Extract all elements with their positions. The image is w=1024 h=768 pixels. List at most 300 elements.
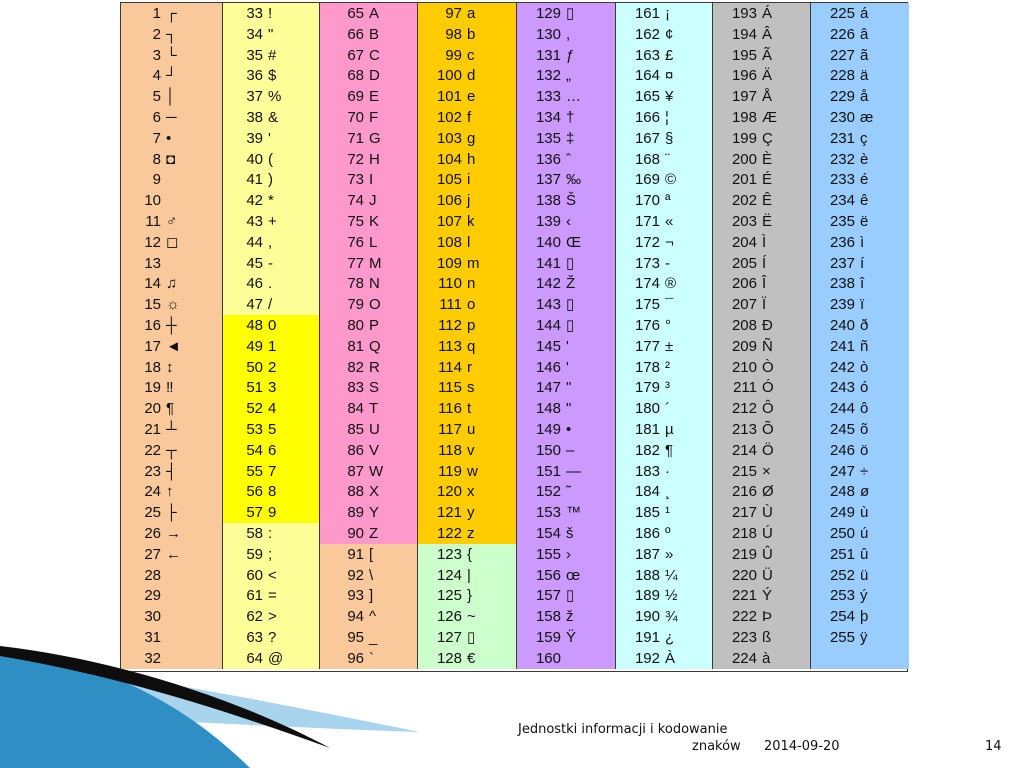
code-number: 15 bbox=[144, 296, 161, 314]
code-character: → bbox=[166, 525, 181, 542]
code-number: 207 bbox=[731, 296, 757, 314]
code-character: m bbox=[467, 254, 480, 272]
code-cell bbox=[516, 502, 615, 523]
code-number: 153 bbox=[535, 504, 561, 522]
code-cell bbox=[516, 128, 615, 149]
code-number: 241 bbox=[829, 337, 855, 355]
code-number: 80 bbox=[347, 317, 364, 334]
code-number: 230 bbox=[829, 109, 855, 126]
code-number: 160 bbox=[535, 649, 561, 667]
code-number: 39 bbox=[246, 129, 263, 147]
code-number: 53 bbox=[246, 421, 263, 438]
code-character: ù bbox=[860, 504, 869, 522]
code-number: 138 bbox=[535, 192, 561, 210]
code-cell bbox=[222, 169, 319, 190]
code-cell bbox=[319, 357, 417, 378]
code-cell bbox=[810, 211, 909, 232]
code-character: h bbox=[467, 150, 476, 168]
code-character: + bbox=[268, 213, 277, 230]
code-number: 25 bbox=[144, 504, 161, 522]
code-cell bbox=[417, 440, 516, 461]
code-character: Ž bbox=[566, 275, 576, 293]
code-cell bbox=[319, 86, 417, 107]
code-number: 17 bbox=[144, 337, 161, 355]
code-character: ~ bbox=[467, 608, 476, 626]
code-number: 170 bbox=[634, 192, 660, 210]
code-cell bbox=[615, 315, 712, 336]
code-character: ß bbox=[762, 629, 772, 646]
code-character: Ç bbox=[762, 129, 773, 147]
code-character: • bbox=[566, 421, 572, 438]
code-cell bbox=[222, 544, 319, 565]
code-number: 229 bbox=[829, 88, 855, 106]
code-cell bbox=[417, 523, 516, 544]
code-character: é bbox=[860, 171, 869, 189]
code-character: É bbox=[762, 171, 773, 189]
code-cell bbox=[615, 440, 712, 461]
code-cell bbox=[516, 211, 615, 232]
code-character: † bbox=[566, 109, 575, 126]
code-cell bbox=[712, 294, 810, 315]
code-cell bbox=[319, 523, 417, 544]
code-number: 45 bbox=[246, 254, 263, 272]
code-cell bbox=[516, 544, 615, 565]
code-character: — bbox=[566, 462, 581, 480]
code-cell bbox=[516, 24, 615, 45]
code-cell bbox=[516, 149, 615, 170]
code-character: ▯ bbox=[566, 254, 575, 272]
code-cell bbox=[810, 149, 909, 170]
code-character: , bbox=[268, 233, 273, 251]
code-cell bbox=[417, 128, 516, 149]
code-number: 194 bbox=[731, 25, 757, 43]
code-cell bbox=[810, 461, 909, 482]
code-character: l bbox=[467, 233, 471, 251]
code-cell bbox=[712, 273, 810, 294]
code-cell bbox=[712, 211, 810, 232]
code-character: Š bbox=[566, 192, 577, 210]
code-cell bbox=[319, 502, 417, 523]
code-character: Ÿ bbox=[566, 629, 577, 646]
code-character: b bbox=[467, 25, 476, 43]
code-character: ☼ bbox=[166, 296, 180, 314]
code-cell bbox=[319, 565, 417, 586]
code-character: └ bbox=[166, 46, 177, 64]
code-number: 191 bbox=[634, 629, 660, 646]
code-cell bbox=[810, 232, 909, 253]
code-cell bbox=[615, 45, 712, 66]
code-character: o bbox=[467, 296, 476, 314]
code-character: ♂ bbox=[166, 213, 178, 230]
code-cell bbox=[417, 107, 516, 128]
code-number: 60 bbox=[246, 566, 263, 584]
code-number: 213 bbox=[731, 421, 757, 438]
code-cell bbox=[516, 232, 615, 253]
code-cell bbox=[222, 86, 319, 107]
code-number: 85 bbox=[347, 421, 364, 438]
code-cell bbox=[615, 3, 712, 24]
code-cell bbox=[615, 377, 712, 398]
code-character: i bbox=[467, 171, 471, 189]
code-number: 13 bbox=[144, 254, 161, 272]
code-cell bbox=[615, 128, 712, 149]
code-character: , bbox=[566, 25, 571, 43]
code-number: 220 bbox=[731, 566, 757, 584]
code-number: 147 bbox=[535, 379, 561, 397]
code-cell bbox=[615, 65, 712, 86]
code-character: 8 bbox=[268, 483, 277, 501]
code-number: 94 bbox=[347, 608, 364, 626]
code-number: 167 bbox=[634, 129, 660, 147]
code-number: 89 bbox=[347, 504, 364, 522]
code-character: . bbox=[268, 275, 273, 293]
code-character: k bbox=[467, 213, 475, 230]
code-number: 181 bbox=[634, 421, 660, 438]
code-number: 162 bbox=[634, 25, 660, 43]
code-cell bbox=[712, 565, 810, 586]
code-number: 14 bbox=[144, 275, 161, 293]
code-cell bbox=[222, 3, 319, 24]
code-character: " bbox=[268, 25, 274, 43]
code-character: ¶ bbox=[665, 441, 674, 459]
code-cell bbox=[121, 523, 222, 544]
code-number: 157 bbox=[535, 587, 561, 605]
code-character: ¢ bbox=[665, 25, 674, 43]
code-cell bbox=[121, 440, 222, 461]
code-character: Ù bbox=[762, 504, 773, 522]
code-number: 200 bbox=[731, 150, 757, 168]
code-cell bbox=[121, 65, 222, 86]
code-number: 100 bbox=[436, 67, 462, 85]
code-character: v bbox=[467, 441, 475, 459]
code-number: 3 bbox=[152, 46, 161, 64]
code-number: 48 bbox=[246, 317, 263, 334]
code-character: M bbox=[369, 254, 382, 272]
code-cell bbox=[121, 357, 222, 378]
code-character: ← bbox=[166, 545, 181, 563]
code-number: 177 bbox=[634, 337, 660, 355]
code-cell bbox=[417, 544, 516, 565]
code-number: 46 bbox=[246, 275, 263, 293]
code-cell bbox=[712, 149, 810, 170]
code-cell bbox=[417, 585, 516, 606]
code-cell bbox=[516, 523, 615, 544]
code-cell bbox=[121, 24, 222, 45]
code-cell bbox=[319, 294, 417, 315]
code-number: 69 bbox=[347, 88, 364, 106]
code-character: ┤ bbox=[166, 462, 177, 480]
code-number: 71 bbox=[347, 129, 364, 147]
code-cell bbox=[222, 377, 319, 398]
code-cell bbox=[319, 65, 417, 86]
code-number: 36 bbox=[246, 67, 263, 85]
code-cell bbox=[222, 502, 319, 523]
code-number: 233 bbox=[829, 171, 855, 189]
code-character: n bbox=[467, 275, 476, 293]
code-cell bbox=[222, 24, 319, 45]
code-cell bbox=[222, 65, 319, 86]
code-number: 145 bbox=[535, 337, 561, 355]
code-number: 206 bbox=[731, 275, 757, 293]
code-cell bbox=[516, 253, 615, 274]
code-cell bbox=[121, 585, 222, 606]
code-number: 240 bbox=[829, 317, 855, 334]
code-cell bbox=[222, 190, 319, 211]
code-number: 55 bbox=[246, 462, 263, 480]
code-character: Å bbox=[762, 88, 773, 106]
code-number: 117 bbox=[438, 421, 462, 438]
code-cell bbox=[516, 585, 615, 606]
code-cell bbox=[615, 606, 712, 627]
code-character: ¶ bbox=[166, 400, 175, 418]
code-character: R bbox=[369, 358, 380, 376]
code-number: 119 bbox=[438, 462, 462, 480]
code-cell bbox=[615, 253, 712, 274]
code-character: 6 bbox=[268, 441, 277, 459]
code-cell bbox=[810, 169, 909, 190]
code-cell bbox=[516, 65, 615, 86]
code-character: « bbox=[665, 213, 674, 230]
code-character: ü bbox=[860, 566, 869, 584]
code-number: 140 bbox=[535, 233, 561, 251]
code-cell bbox=[810, 544, 909, 565]
code-number: 180 bbox=[634, 400, 660, 418]
code-cell bbox=[810, 24, 909, 45]
code-character: ½ bbox=[665, 587, 678, 605]
code-cell bbox=[222, 315, 319, 336]
code-number: 136 bbox=[535, 150, 561, 168]
code-number: 199 bbox=[731, 129, 757, 147]
code-character: ê bbox=[860, 192, 869, 210]
code-character: Ó bbox=[762, 379, 774, 397]
code-number: 173 bbox=[634, 254, 660, 272]
code-character: } bbox=[467, 587, 473, 605]
code-number: 236 bbox=[829, 233, 855, 251]
code-number: 228 bbox=[829, 67, 855, 85]
code-character: ï bbox=[860, 296, 865, 314]
code-character: ä bbox=[860, 67, 869, 85]
code-character: ª bbox=[665, 192, 671, 210]
code-number: 250 bbox=[829, 525, 855, 542]
code-cell bbox=[319, 440, 417, 461]
code-character: ‹ bbox=[566, 213, 571, 230]
code-number: 175 bbox=[634, 296, 660, 314]
code-cell bbox=[417, 336, 516, 357]
code-cell bbox=[222, 253, 319, 274]
code-cell bbox=[810, 294, 909, 315]
code-number: 161 bbox=[634, 5, 660, 22]
code-character: œ bbox=[566, 566, 581, 584]
code-cell bbox=[712, 65, 810, 86]
code-cell bbox=[417, 211, 516, 232]
code-number: 211 bbox=[733, 379, 757, 397]
code-character: ] bbox=[369, 587, 374, 605]
code-character: r bbox=[467, 358, 472, 376]
code-character: Ê bbox=[762, 192, 773, 210]
code-number: 182 bbox=[634, 441, 660, 459]
code-cell bbox=[121, 128, 222, 149]
code-number: 35 bbox=[246, 46, 263, 64]
code-number: 150 bbox=[535, 441, 561, 459]
code-cell bbox=[222, 45, 319, 66]
code-number: 91 bbox=[347, 545, 364, 563]
code-number: 210 bbox=[731, 358, 757, 376]
code-character: & bbox=[268, 109, 279, 126]
code-character: Œ bbox=[566, 233, 581, 251]
code-character: ¨ bbox=[665, 150, 670, 168]
code-number: 232 bbox=[829, 150, 855, 168]
code-number: 84 bbox=[347, 400, 364, 418]
code-number: 83 bbox=[347, 379, 364, 397]
code-number: 62 bbox=[246, 608, 263, 626]
code-character: Ì bbox=[762, 233, 767, 251]
code-cell bbox=[615, 398, 712, 419]
code-number: 135 bbox=[535, 129, 561, 147]
code-cell bbox=[319, 232, 417, 253]
code-cell bbox=[810, 253, 909, 274]
code-character: Ò bbox=[762, 358, 774, 376]
code-number: 76 bbox=[347, 233, 364, 251]
code-character: G bbox=[369, 129, 381, 147]
code-number: 61 bbox=[246, 587, 263, 605]
code-character: J bbox=[369, 192, 377, 210]
code-character: º bbox=[665, 525, 671, 542]
character-code-table bbox=[120, 2, 908, 672]
code-cell bbox=[810, 3, 909, 24]
code-number: 128 bbox=[436, 649, 462, 667]
code-number: 217 bbox=[731, 504, 757, 522]
footer-date: 2014-09-20 bbox=[764, 739, 840, 754]
code-cell bbox=[417, 45, 516, 66]
code-number: 144 bbox=[535, 317, 561, 334]
code-cell bbox=[516, 377, 615, 398]
code-cell bbox=[121, 190, 222, 211]
code-cell bbox=[516, 419, 615, 440]
code-cell bbox=[417, 398, 516, 419]
code-character: ┌ bbox=[166, 5, 177, 22]
code-character: â bbox=[860, 25, 869, 43]
code-number: 196 bbox=[731, 67, 757, 85]
code-number: 188 bbox=[634, 566, 660, 584]
code-number: 179 bbox=[634, 379, 660, 397]
code-number: 234 bbox=[829, 192, 855, 210]
code-cell bbox=[516, 398, 615, 419]
code-cell bbox=[712, 585, 810, 606]
code-cell bbox=[615, 232, 712, 253]
code-cell bbox=[810, 565, 909, 586]
code-number: 2 bbox=[152, 25, 161, 43]
code-number: 223 bbox=[731, 629, 757, 646]
code-cell bbox=[810, 398, 909, 419]
code-character: ÿ bbox=[860, 629, 868, 646]
code-character: ─ bbox=[166, 109, 177, 126]
code-character: ² bbox=[665, 358, 670, 376]
code-number: 29 bbox=[144, 587, 161, 605]
code-cell bbox=[810, 523, 909, 544]
code-character: Ý bbox=[762, 587, 773, 605]
code-number: 79 bbox=[347, 296, 364, 314]
code-number: 114 bbox=[438, 358, 462, 376]
code-character: = bbox=[268, 587, 277, 605]
code-character: $ bbox=[268, 67, 277, 85]
code-cell bbox=[121, 419, 222, 440]
code-character: ├ bbox=[166, 504, 177, 522]
code-cell bbox=[810, 315, 909, 336]
code-number: 30 bbox=[144, 608, 161, 626]
code-character: Ä bbox=[762, 67, 773, 85]
code-character: ▯ bbox=[566, 296, 575, 314]
code-character: ¿ bbox=[665, 629, 675, 646]
code-cell bbox=[319, 377, 417, 398]
code-character: ▯ bbox=[467, 629, 476, 646]
code-cell bbox=[516, 3, 615, 24]
code-cell bbox=[615, 169, 712, 190]
code-character: • bbox=[166, 129, 172, 147]
code-cell bbox=[121, 565, 222, 586]
code-number: 31 bbox=[144, 629, 161, 646]
code-number: 51 bbox=[246, 379, 263, 397]
code-character: { bbox=[467, 545, 473, 563]
code-character: ¼ bbox=[665, 566, 678, 584]
code-cell bbox=[121, 377, 222, 398]
code-number: 184 bbox=[634, 483, 660, 501]
code-number: 93 bbox=[347, 587, 364, 605]
code-character: a bbox=[467, 5, 476, 22]
code-cell bbox=[810, 128, 909, 149]
code-cell bbox=[417, 149, 516, 170]
code-number: 106 bbox=[436, 192, 462, 210]
code-number: 10 bbox=[144, 192, 161, 210]
code-character: í bbox=[860, 254, 865, 272]
code-cell bbox=[222, 128, 319, 149]
code-character: § bbox=[665, 129, 674, 147]
code-character: - bbox=[665, 254, 670, 272]
code-number: 134 bbox=[535, 109, 561, 126]
code-cell bbox=[121, 45, 222, 66]
code-cell bbox=[615, 481, 712, 502]
code-number: 165 bbox=[634, 88, 660, 106]
code-cell bbox=[417, 461, 516, 482]
code-number: 251 bbox=[829, 545, 855, 563]
code-character: ÷ bbox=[860, 462, 869, 480]
code-character: Á bbox=[762, 5, 773, 22]
code-cell bbox=[222, 565, 319, 586]
code-number: 208 bbox=[731, 317, 757, 334]
code-cell bbox=[121, 107, 222, 128]
footer-title-line1: Jednostki informacji i kodowanie bbox=[518, 722, 728, 737]
code-character: Q bbox=[369, 337, 381, 355]
code-number: 64 bbox=[246, 649, 263, 667]
code-character: Þ bbox=[762, 608, 773, 626]
code-cell bbox=[516, 315, 615, 336]
code-cell bbox=[417, 419, 516, 440]
code-character: T bbox=[369, 400, 379, 418]
code-cell bbox=[712, 107, 810, 128]
code-character: s bbox=[467, 379, 475, 397]
code-cell bbox=[712, 544, 810, 565]
code-number: 58 bbox=[246, 525, 263, 542]
code-number: 201 bbox=[731, 171, 757, 189]
code-number: 67 bbox=[347, 46, 364, 64]
code-character: ± bbox=[665, 337, 674, 355]
code-number: 65 bbox=[347, 5, 364, 22]
code-character: ™ bbox=[566, 504, 581, 522]
code-character: ▯ bbox=[566, 5, 575, 22]
code-cell bbox=[319, 419, 417, 440]
code-character: ┐ bbox=[166, 25, 177, 43]
code-character: ) bbox=[268, 171, 273, 189]
code-cell bbox=[417, 190, 516, 211]
